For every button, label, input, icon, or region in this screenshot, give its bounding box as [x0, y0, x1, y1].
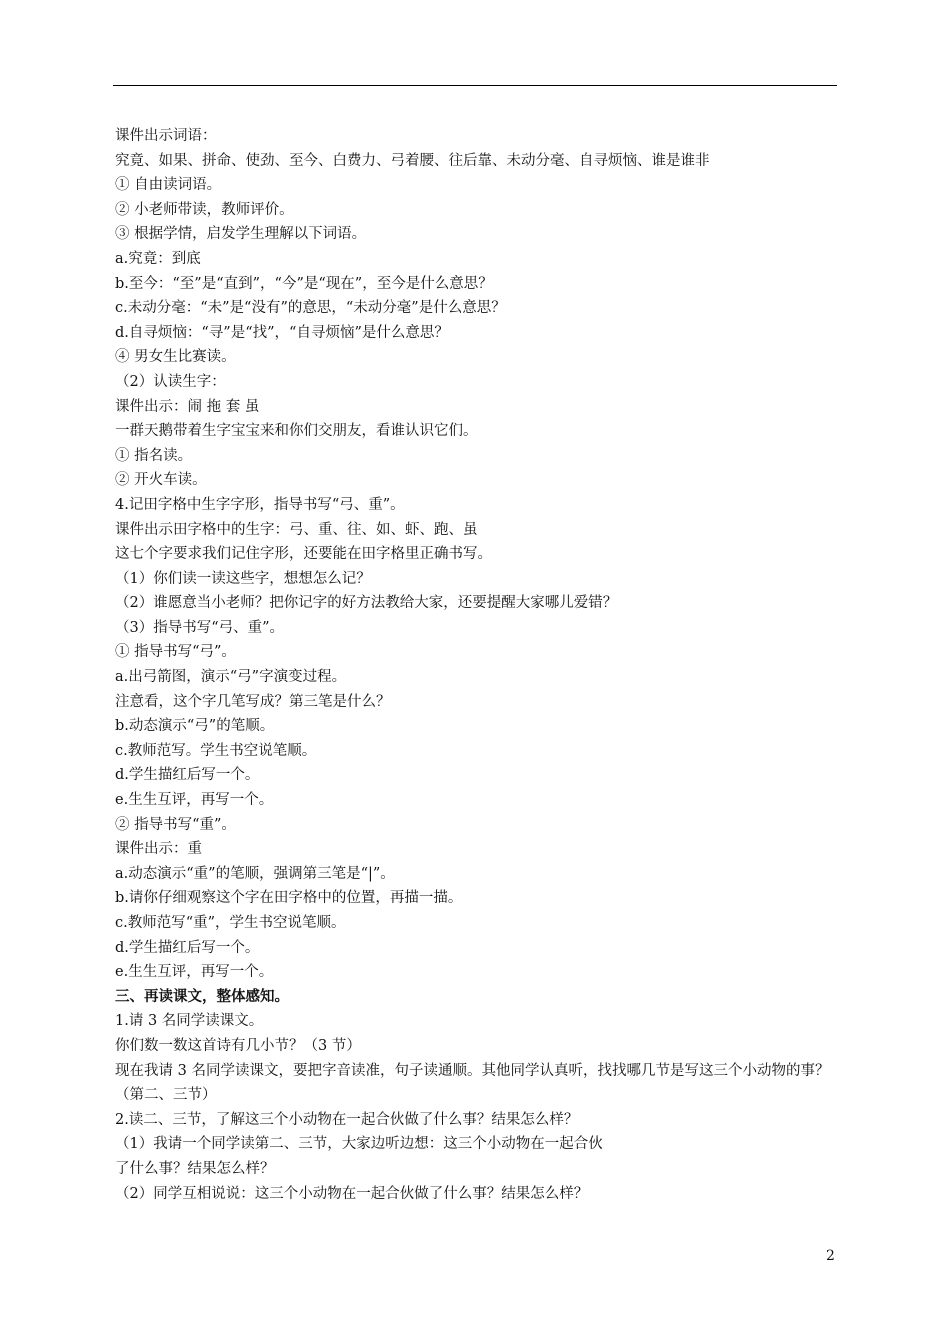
- text-line: （1）你们读一读这些字，想想怎么记？: [115, 570, 371, 587]
- text-line: （3）指导书写“弓、重”。: [115, 619, 285, 636]
- text-line: ① 自由读词语。: [115, 177, 222, 194]
- text-line: ④ 男女生比赛读。: [115, 349, 236, 366]
- text-line: c.未动分毫：“未”是“没有”的意思，“未动分毫”是什么意思？: [115, 300, 506, 317]
- text-line: 注意看，这个字几笔写成？第三笔是什么？: [115, 693, 391, 710]
- text-line: 2.读二、三节，了解这三个小动物在一起合伙做了什么事？结果怎么样？: [115, 1111, 579, 1128]
- text-line: c.教师范写。学生书空说笔顺。: [115, 742, 317, 759]
- text-line: a.动态演示“重”的笔顺，强调第三笔是“|”。: [115, 865, 395, 882]
- text-line: 课件出示：重: [115, 841, 202, 858]
- text-line: e.生生互评，再写一个。: [115, 964, 274, 981]
- text-line: ② 指导书写“重”。: [115, 816, 236, 833]
- document-body: [115, 124, 839, 1206]
- text-line: b.请你仔细观察这个字在田字格中的位置，再描一描。: [115, 890, 463, 907]
- text-line: ② 小老师带读，教师评价。: [115, 201, 294, 218]
- text-line: ② 开火车读。: [115, 472, 207, 489]
- text-line: a.究竟：到底: [115, 250, 201, 267]
- text-line: e.生生互评，再写一个。: [115, 792, 274, 809]
- text-line: 课件出示田字格中的生字：弓、重、往、如、虾、跑、虽: [115, 521, 478, 538]
- text-line: 究竟、如果、拼命、使劲、至今、白费力、弓着腰、往后靠、未动分毫、自寻烦恼、谁是谁非: [115, 152, 710, 169]
- text-line: 课件出示：闹 拖 套 虽: [115, 398, 260, 415]
- text-line: （2）谁愿意当小老师？把你记字的好方法教给大家，还要提醒大家哪儿爱错？: [115, 595, 618, 612]
- text-line: b.动态演示“弓”的笔顺。: [115, 718, 275, 735]
- text-paragraph: 现在我请 3 名同学读课文，要把字音读准，句子读通顺。其他同学认真听，找找哪几节是写这三个小动物的事？（第二、三节）: [115, 1062, 830, 1104]
- text-line: （1）我请一个同学读第二、三节，大家边听边想：这三个小动物在一起合伙: [115, 1136, 603, 1153]
- text-line: a.出弓箭图，演示“弓”字演变过程。: [115, 669, 347, 686]
- text-line: d.学生描红后写一个。: [115, 939, 260, 956]
- page-number: 2: [826, 1248, 835, 1264]
- text-line: b.至今：“至”是“直到”，“今”是“现在”，至今是什么意思？: [115, 275, 493, 292]
- text-line: 你们数一数这首诗有几小节？（3 节）: [115, 1037, 361, 1054]
- text-line: （2）认读生字：: [115, 373, 226, 390]
- text-line: 课件出示词语：: [115, 128, 217, 144]
- text-line: d.自寻烦恼：“寻”是“找”，“自寻烦恼”是什么意思？: [115, 324, 449, 341]
- section-heading: 三、再读课文，整体感知。: [115, 987, 289, 1005]
- text-line: c.教师范写“重”，学生书空说笔顺。: [115, 915, 346, 931]
- text-line: 了什么事？结果怎么样？: [115, 1160, 275, 1177]
- text-line: 1.请 3 名同学读课文。: [115, 1013, 264, 1030]
- text-line: d.学生描红后写一个。: [115, 767, 260, 784]
- text-line: ① 指名读。: [115, 447, 193, 464]
- text-line: 4.记田字格中生字字形，指导书写“弓、重”。: [115, 496, 405, 513]
- text-line: 这七个字要求我们记住字形，还要能在田字格里正确书写。: [115, 546, 492, 563]
- text-line: ① 指导书写“弓”。: [115, 644, 236, 661]
- header-rule: [113, 85, 837, 86]
- text-line: ③ 根据学情，启发学生理解以下词语。: [115, 226, 367, 243]
- text-line: （2）同学互相说说：这三个小动物在一起合伙做了什么事？结果怎么样？: [115, 1185, 589, 1202]
- text-line: 一群天鹅带着生字宝宝来和你们交朋友，看谁认识它们。: [115, 423, 478, 440]
